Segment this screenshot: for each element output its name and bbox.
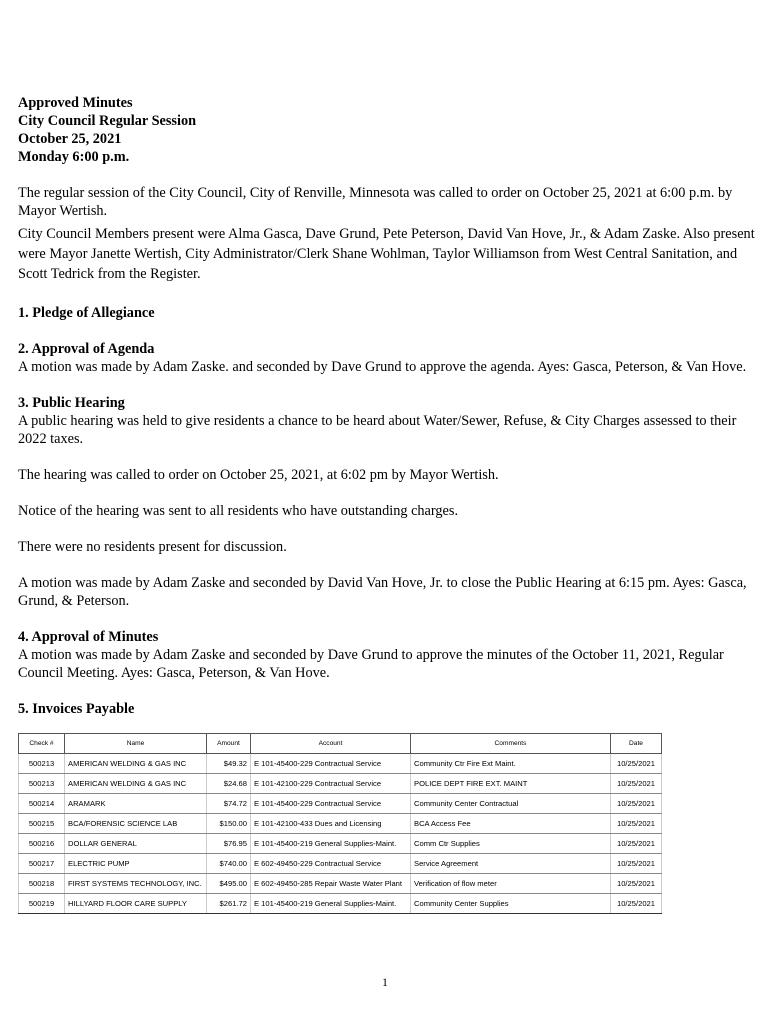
cell-date: 10/25/2021: [611, 854, 662, 874]
cell-check: 500217: [19, 854, 65, 874]
cell-amount: $150.00: [207, 814, 251, 834]
cell-amount: $74.72: [207, 794, 251, 814]
section-3-hearing-opened: The hearing was called to order on October 25, 2021, at 6:02 pm by Mayor Wertish.: [18, 467, 499, 483]
cell-comments: POLICE DEPT FIRE EXT. MAINT: [411, 774, 611, 794]
cell-name: AMERICAN WELDING & GAS INC: [65, 774, 207, 794]
header-time: Monday 6:00 p.m.: [18, 149, 130, 165]
table-row: [19, 894, 662, 914]
cell-comments: BCA Access Fee: [411, 814, 611, 834]
invoices-table: [18, 733, 662, 914]
section-3-title: 3. Public Hearing: [18, 395, 125, 411]
cell-comments: Verification of flow meter: [411, 874, 611, 894]
section-3-close-motion: A motion was made by Adam Zaske and seconded by David Van Hove, Jr. to close the Public Hearing at 6:15 pm. Ayes: Gasca, Grund, & Peterson.: [18, 575, 747, 609]
cell-check: 500213: [19, 774, 65, 794]
cell-comments: Service Agreement: [411, 854, 611, 874]
cell-account: E 101-42100-229 Contractual Service: [251, 774, 411, 794]
cell-date: 10/25/2021: [611, 834, 662, 854]
cell-account: E 101-45400-219 General Supplies-Maint.: [251, 894, 411, 914]
cell-account: E 101-42100-433 Dues and Licensing: [251, 814, 411, 834]
column-header-amount: Amount: [207, 734, 251, 754]
cell-amount: $261.72: [207, 894, 251, 914]
invoices-header-row: [19, 734, 662, 754]
column-header-name: Name: [65, 734, 207, 754]
header-session: City Council Regular Session: [18, 113, 197, 129]
cell-check: 500213: [19, 754, 65, 774]
section-5-title: 5. Invoices Payable: [18, 701, 135, 717]
cell-account: E 602-49450-229 Contractual Service: [251, 854, 411, 874]
cell-comments: Community Center Contractual: [411, 794, 611, 814]
cell-name: AMERICAN WELDING & GAS INC: [65, 754, 207, 774]
cell-name: DOLLAR GENERAL: [65, 834, 207, 854]
header-date: October 25, 2021: [18, 131, 122, 147]
cell-account: E 101-45400-219 General Supplies-Maint.: [251, 834, 411, 854]
cell-comments: Community Ctr Fire Ext Maint.: [411, 754, 611, 774]
cell-account: E 101-45400-229 Contractual Service: [251, 754, 411, 774]
cell-check: 500218: [19, 874, 65, 894]
cell-account: E 602-49450-285 Repair Waste Water Plant: [251, 874, 411, 894]
table-row: [19, 874, 662, 894]
cell-date: 10/25/2021: [611, 874, 662, 894]
section-2-text: A motion was made by Adam Zaske. and seconded by Dave Grund to approve the agenda. Ayes: Gasca, Peterson, & Van Hove.: [18, 359, 747, 375]
column-header-comments: Comments: [411, 734, 611, 754]
cell-amount: $49.32: [207, 754, 251, 774]
cell-check: 500214: [19, 794, 65, 814]
cell-check: 500216: [19, 834, 65, 854]
cell-check: 500219: [19, 894, 65, 914]
section-4-text: A motion was made by Adam Zaske and seconded by Dave Grund to approve the minutes of the October 11, 2021, Regular Council Meeting. Ayes: Gasca, Peterson, & Van Hove.: [18, 647, 724, 681]
table-row: [19, 794, 662, 814]
document-header: [18, 94, 758, 166]
minutes-document: [18, 94, 758, 718]
section-3-notice: Notice of the hearing was sent to all residents who have outstanding charges.: [18, 503, 459, 519]
header-title: Approved Minutes: [18, 95, 133, 111]
cell-amount: $495.00: [207, 874, 251, 894]
column-header-account: Account: [251, 734, 411, 754]
cell-name: HILLYARD FLOOR CARE SUPPLY: [65, 894, 207, 914]
intro-paragraph: The regular session of the City Council, City of Renville, Minnesota was called to order on October 25, 2021 at 6:00 p.m. by Mayor Wertish.: [18, 185, 733, 219]
cell-name: BCA/FORENSIC SCIENCE LAB: [65, 814, 207, 834]
page-number: 1: [382, 975, 388, 989]
cell-amount: $24.68: [207, 774, 251, 794]
table-row: [19, 754, 662, 774]
table-row: [19, 854, 662, 874]
section-2-title: 2. Approval of Agenda: [18, 341, 155, 357]
cell-date: 10/25/2021: [611, 774, 662, 794]
section-3-text: A public hearing was held to give residents a chance to be heard about Water/Sewer, Refuse, & City Charges assessed to their 2022 taxes.: [18, 413, 737, 447]
cell-name: ELECTRIC PUMP: [65, 854, 207, 874]
cell-date: 10/25/2021: [611, 754, 662, 774]
cell-amount: $76.95: [207, 834, 251, 854]
cell-check: 500215: [19, 814, 65, 834]
cell-comments: Comm Ctr Supplies: [411, 834, 611, 854]
section-1-title: 1. Pledge of Allegiance: [18, 305, 155, 321]
table-row: [19, 814, 662, 834]
cell-amount: $740.00: [207, 854, 251, 874]
cell-comments: Community Center Supplies: [411, 894, 611, 914]
cell-name: FIRST SYSTEMS TECHNOLOGY, INC.: [65, 874, 207, 894]
attendance-paragraph: City Council Members present were Alma Gasca, Dave Grund, Pete Peterson, David Van Hove, Jr., & Adam Zaske. Also present were Mayor Janette Wertish, City Administrator/Clerk Shane Wohlman, Taylor Williamson from West Central Sanitation, and Scott Tedrick from the Register.: [18, 226, 755, 282]
table-row: [19, 774, 662, 794]
column-header-date: Date: [611, 734, 662, 754]
cell-date: 10/25/2021: [611, 814, 662, 834]
cell-name: ARAMARK: [65, 794, 207, 814]
cell-date: 10/25/2021: [611, 794, 662, 814]
table-row: [19, 834, 662, 854]
column-header-check: Check #: [19, 734, 65, 754]
section-4-title: 4. Approval of Minutes: [18, 629, 159, 645]
section-3-no-residents: There were no residents present for discussion.: [18, 539, 287, 555]
cell-date: 10/25/2021: [611, 894, 662, 914]
cell-account: E 101-45400-229 Contractual Service: [251, 794, 411, 814]
